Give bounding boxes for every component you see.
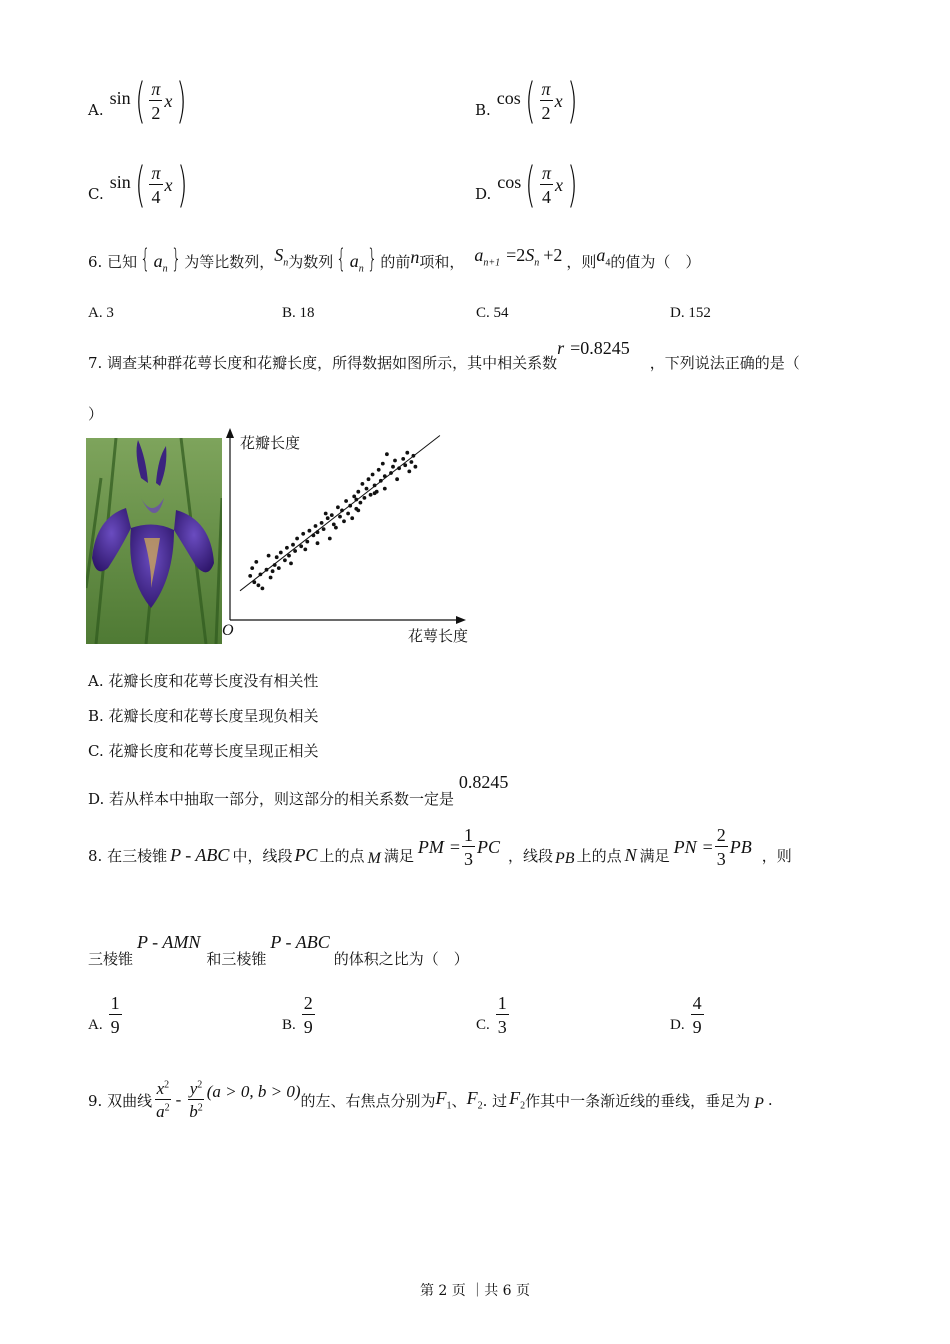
scatter-point: [352, 495, 356, 499]
scatter-point: [261, 587, 265, 591]
scatter-point: [330, 513, 334, 517]
scatter-point: [373, 491, 377, 495]
scatter-point: [332, 523, 336, 527]
scatter-point: [393, 459, 397, 463]
q5-option-b: B. cos ( $\frac{\pi}{2}$ x ): [475, 73, 578, 129]
scatter-point: [248, 574, 252, 578]
scatter-point: [346, 512, 350, 516]
scatter-point: [322, 527, 326, 531]
iris-flower-image: [86, 438, 222, 644]
scatter-point: [289, 562, 293, 566]
scatter-point: [308, 529, 312, 533]
scatter-point: [328, 537, 332, 541]
scatter-point: [367, 477, 371, 481]
scatter-point: [271, 569, 275, 573]
scatter-point: [267, 554, 271, 558]
scatter-point: [391, 465, 395, 469]
q5-option-d: D. cos ( $\frac{\pi}{4}$ x ): [475, 157, 578, 213]
scatter-point: [316, 541, 320, 545]
scatter-point: [377, 468, 381, 472]
q6-option-b: B. 18: [282, 305, 315, 321]
scatter-point: [356, 490, 360, 494]
scatter-point: [250, 566, 254, 570]
option-label: B.: [475, 101, 491, 119]
scatter-point: [344, 499, 348, 503]
scatter-point: [320, 521, 324, 525]
q8-option-b: B. $\frac{2}{9}$: [282, 993, 313, 1037]
q8-option-d: D. $\frac{4}{9}$: [670, 993, 702, 1037]
scatter-point: [257, 583, 261, 587]
q7-stem: 7. 调查某种群花萼长度和花瓣长度，所得数据如图所示，其中相关系数 r =0.8245 ，下列说法正确的是（: [88, 338, 800, 372]
scatter-point: [369, 493, 373, 497]
q6-option-a: A. 3: [88, 305, 114, 321]
y-axis-arrow: [226, 428, 234, 438]
trend-line: [240, 435, 440, 590]
fraction: $\frac{\pi}{2}$: [151, 79, 161, 123]
scatter-chart: [218, 424, 488, 654]
q7-stem-close: ）: [88, 405, 104, 423]
option-label: C.: [88, 185, 104, 203]
x-axis-arrow: [456, 616, 466, 624]
scatter-point: [301, 532, 305, 536]
scatter-point: [385, 452, 389, 456]
fn-sin: sin: [109, 87, 131, 108]
scatter-point: [275, 555, 279, 559]
scatter-point: [361, 482, 365, 486]
scatter-point: [381, 462, 385, 466]
q8-stem-line2: 三棱锥 P - AMN 和三棱锥 P - ABC 的体积之比为（ ）: [88, 932, 469, 968]
scatter-point: [338, 515, 342, 519]
scatter-point: [407, 470, 411, 474]
scatter-point: [410, 460, 414, 464]
fn-sin: sin: [109, 171, 131, 192]
scatter-point: [277, 566, 281, 570]
scatter-point: [356, 509, 360, 513]
fraction: $\frac{\pi}{4}$: [542, 163, 552, 207]
scatter-point: [414, 465, 418, 469]
fn-cos: cos: [497, 171, 522, 192]
q6-stem: 6. 已知 { $a_n$ } 为等比数列， $S_n$ 为数列 { $a_n$ } 的前 n 项和， $a_{n+1} =2S_n +2$ ，则 $a_4$ 的值为（ ）: [88, 244, 701, 275]
scatter-point: [359, 501, 363, 505]
q6-option-d: D. 152: [670, 305, 711, 321]
scatter-point: [303, 548, 307, 552]
q5-option-c: C. sin ( $\frac{\pi}{4}$ x ): [88, 157, 188, 213]
option-label: A.: [88, 101, 104, 119]
q9-stem: 9. 双曲线 $\frac{x^2}{a^2}$ - $\frac{y^2}{b^2}$ (a > 0, b > 0) 的左、右焦点分别为 $F_1$ 、 $F_2$ . 过 $F_2$ 作其中一条渐近线的垂线，垂足为 P .: [88, 1079, 773, 1121]
q7-option-d: D. 若从样本中抽取一部分，则这部分的相关系数一定是 0.8245: [88, 772, 509, 808]
fn-cos: cos: [496, 87, 521, 108]
fraction: $\frac{\pi}{2}$: [541, 79, 551, 123]
scatter-point: [283, 558, 287, 562]
option-label: D.: [475, 185, 492, 203]
scatter-point: [291, 543, 295, 547]
scatter-point: [371, 473, 375, 477]
scatter-point: [395, 477, 399, 481]
scatter-point: [326, 516, 330, 520]
scatter-point: [363, 496, 367, 500]
scatter-point: [342, 519, 346, 523]
q8-option-c: C. $\frac{1}{3}$: [476, 993, 507, 1037]
q6-option-c: C. 54: [476, 305, 509, 321]
q7-option-b: B. 花瓣长度和花萼长度呈现负相关: [88, 707, 319, 725]
chart-x-label: 花萼长度: [408, 627, 469, 645]
scatter-point: [324, 512, 328, 516]
scatter-point: [314, 524, 318, 528]
chart-origin-label: O: [222, 622, 234, 639]
chart-y-label: 花瓣长度: [240, 434, 301, 452]
scatter-point: [269, 576, 273, 580]
scatter-point: [254, 560, 258, 564]
q5-option-a: A. sin ( $\frac{\pi}{2}$ x ): [88, 73, 187, 129]
scatter-point: [336, 505, 340, 509]
q7-option-a: A. 花瓣长度和花萼长度没有相关性: [88, 672, 319, 690]
q8-option-a: A. $\frac{1}{9}$: [88, 993, 120, 1037]
scatter-point: [299, 544, 303, 548]
scatter-point: [350, 516, 354, 520]
q7-option-c: C. 花瓣长度和花萼长度呈现正相关: [88, 742, 319, 760]
scatter-point: [279, 551, 283, 555]
scatter-point: [401, 457, 405, 461]
page-footer: 第 2 页 ｜共 6 页: [419, 1283, 531, 1299]
scatter-point: [365, 487, 369, 491]
scatter-point: [405, 451, 409, 455]
q8-stem-line1: 8. 在三棱锥 P - ABC 中，线段 PC 上的点 M 满足 PM = $\frac{1}{3}$ PC ，线段 PB 上的点 N 满足 PN = $\frac{2}{3}$ PB ，则: [88, 825, 792, 869]
scatter-point: [295, 537, 299, 541]
fraction: $\frac{\pi}{4}$: [151, 163, 161, 207]
scatter-point: [305, 540, 309, 544]
scatter-point: [334, 526, 338, 530]
scatter-point: [383, 487, 387, 491]
scatter-point: [285, 546, 289, 550]
